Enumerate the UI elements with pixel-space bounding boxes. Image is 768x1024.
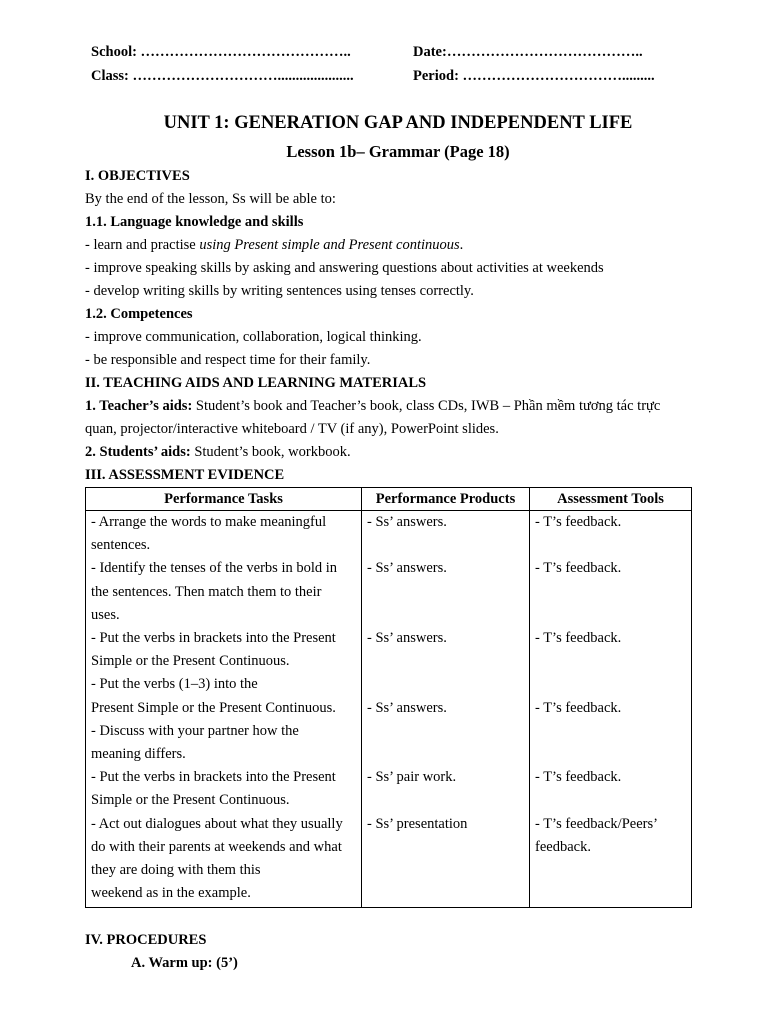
task-cell (86, 673, 362, 719)
task-line: Simple or the Present Continuous. (91, 653, 290, 670)
task-line: - Arrange the words to make meaningful (91, 514, 327, 530)
product-cell (362, 627, 530, 673)
column-header-tools: Assessment Tools (530, 488, 692, 511)
knowledge-item-1-italic: using Present simple and Present continuous (199, 237, 460, 253)
tool-line: - T’s feedback. (535, 630, 622, 647)
task-line: do with their parents at weekends and what (91, 838, 342, 855)
class-field: Class: …………………………..................... (91, 68, 354, 84)
assessment-table (85, 487, 692, 908)
product-text: - Ss’ answers. (367, 560, 447, 577)
period-field: Period: ……………………………......... (413, 68, 655, 84)
task-line: Present Simple or the Present Continuous. (91, 699, 336, 716)
task-cell (86, 557, 362, 627)
header-left (91, 40, 354, 88)
header-right (413, 40, 655, 88)
tool-cell (530, 511, 692, 558)
product-text: - Ss’ answers. (367, 514, 447, 530)
product-cell (362, 511, 530, 558)
task-line: they are doing with them this (91, 862, 261, 879)
task-line: meaning differs. (91, 746, 186, 763)
knowledge-item-2: - improve speaking skills by asking and answering questions about activities at weekends (85, 260, 604, 276)
teacher-aids-continued: quan, projector/interactive whiteboard / TV (if any), PowerPoint slides. (85, 421, 499, 437)
product-text: - Ss’ answers. (367, 630, 447, 647)
knowledge-item-1 (85, 234, 695, 257)
aids-heading: II. TEACHING AIDS AND LEARNING MATERIALS (85, 375, 427, 391)
table-row (86, 673, 692, 719)
tool-line: - T’s feedback/Peers’ (535, 815, 658, 832)
tool-cell (530, 557, 692, 627)
document-body (85, 165, 695, 975)
table-row (86, 720, 692, 766)
task-line: - Put the verbs in brackets into the Present (91, 769, 336, 786)
task-line: - Act out dialogues about what they usually (91, 815, 343, 832)
product-text: - Ss’ pair work. (367, 769, 457, 786)
product-text: - Ss’ presentation (367, 815, 468, 832)
column-header-tasks: Performance Tasks (86, 488, 362, 511)
knowledge-heading: 1.1. Language knowledge and skills (85, 214, 304, 230)
student-aids-text: Student’s book, workbook. (190, 444, 351, 460)
warmup-heading: A. Warm up: (5’) (131, 955, 238, 972)
product-cell (362, 720, 530, 766)
task-line: - Put the verbs in brackets into the Present (91, 630, 336, 647)
tool-cell (530, 627, 692, 673)
tool-cell (530, 766, 692, 812)
tool-line: feedback. (535, 838, 591, 855)
school-field: School: …………………………………….. (91, 44, 351, 60)
task-line: sentences. (91, 537, 151, 554)
tool-line: - T’s feedback. (535, 560, 622, 577)
task-line: weekend as in the example. (91, 885, 251, 902)
tool-cell (530, 673, 692, 719)
table-row (86, 557, 692, 627)
task-line: uses. (91, 606, 120, 623)
assessment-header-row (86, 488, 692, 511)
product-cell (362, 813, 530, 908)
objectives-intro: By the end of the lesson, Ss will be able to: (85, 191, 336, 207)
table-row (86, 813, 692, 908)
table-row (86, 511, 692, 558)
teacher-aids (85, 395, 695, 418)
competence-item-2: - be responsible and respect time for their family. (85, 352, 371, 368)
assessment-table-body (86, 511, 692, 908)
product-cell (362, 557, 530, 627)
task-cell (86, 766, 362, 812)
student-aids (85, 441, 695, 464)
task-line: - Put the verbs (1–3) into the (91, 676, 258, 693)
task-cell (86, 813, 362, 908)
tool-cell (530, 813, 692, 908)
competence-item-1: - improve communication, collaboration, logical thinking. (85, 329, 422, 345)
teacher-aids-text: Student’s book and Teacher’s book, class CDs, IWB – Phần mềm tương tác trực (192, 398, 661, 414)
unit-title: UNIT 1: GENERATION GAP AND INDEPENDENT LIFE (163, 113, 633, 133)
date-field: Date:………………………………….. (413, 44, 643, 60)
task-line: - Identify the tenses of the verbs in bold in (91, 560, 338, 577)
knowledge-item-1-prefix: - learn and practise (85, 237, 200, 253)
product-cell (362, 673, 530, 719)
student-aids-label: 2. Students’ aids: (85, 444, 191, 460)
tool-line: - T’s feedback. (535, 699, 622, 716)
lesson-title: Lesson 1b– Grammar (Page 18) (286, 142, 510, 161)
assessment-heading: III. ASSESSMENT EVIDENCE (85, 467, 285, 483)
task-cell (86, 720, 362, 766)
competences-heading: 1.2. Competences (85, 306, 193, 322)
task-cell (86, 627, 362, 673)
table-row (86, 627, 692, 673)
tool-line: - T’s feedback. (535, 769, 622, 786)
procedures-heading: IV. PROCEDURES (85, 932, 207, 949)
knowledge-item-1-suffix: . (459, 237, 464, 253)
task-line: Simple or the Present Continuous. (91, 792, 290, 809)
objectives-heading: I. OBJECTIVES (85, 168, 190, 184)
tool-cell (530, 720, 692, 766)
product-cell (362, 766, 530, 812)
teacher-aids-label: 1. Teacher’s aids: (85, 398, 193, 414)
product-text: - Ss’ answers. (367, 699, 447, 716)
column-header-products: Performance Products (362, 488, 530, 511)
knowledge-item-3: - develop writing skills by writing sentences using tenses correctly. (85, 283, 474, 299)
table-row (86, 766, 692, 812)
tool-line: - T’s feedback. (535, 514, 622, 530)
task-line: the sentences. Then match them to their (91, 583, 322, 600)
task-cell (86, 511, 362, 558)
task-line: - Discuss with your partner how the (91, 722, 299, 739)
